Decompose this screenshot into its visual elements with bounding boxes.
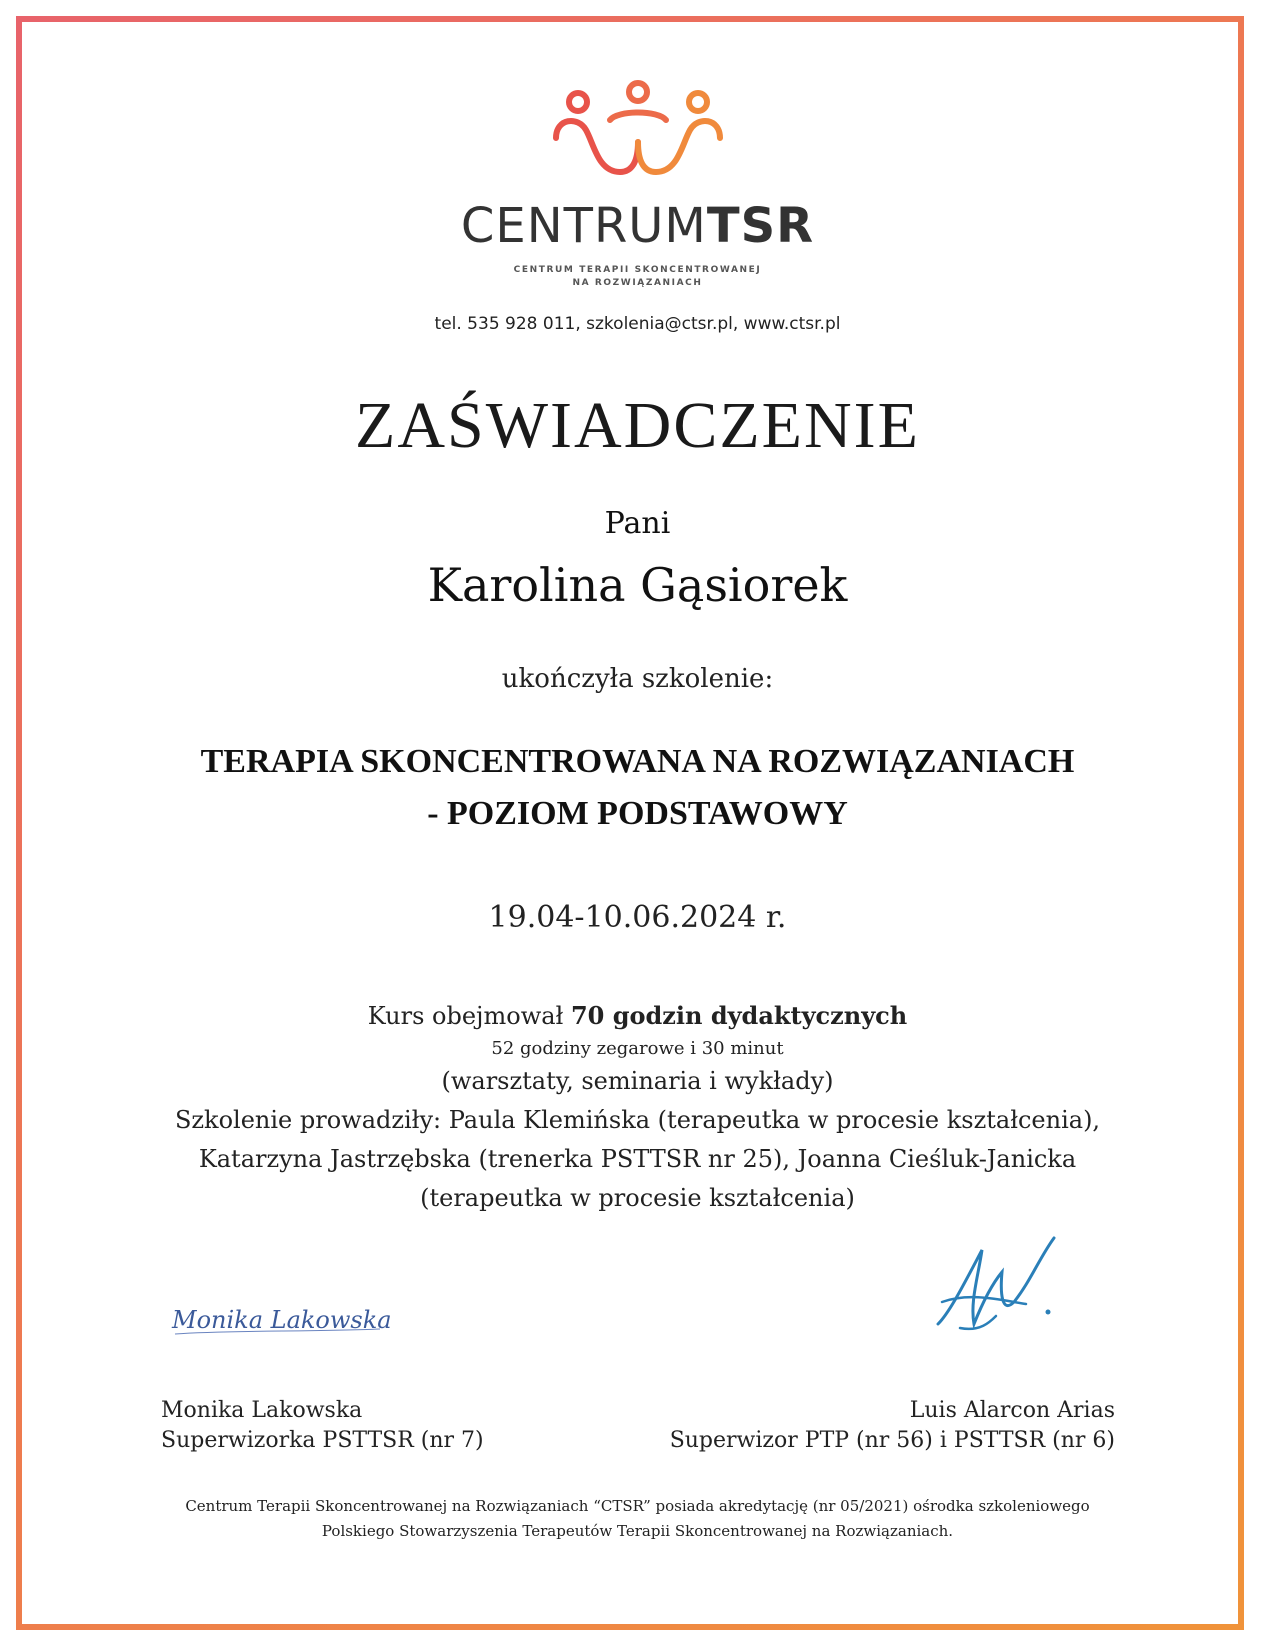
course-dates: 19.04-10.06.2024 r. xyxy=(488,900,787,935)
svg-text:Monika Lakowska: Monika Lakowska xyxy=(172,1306,390,1334)
signer-right-name: Luis Alarcon Arias xyxy=(909,1398,1115,1423)
accreditation-footer: Centrum Terapii Skoncentrowanej na Rozwiązaniach “CTSR” posiada akredytację (nr 05/2021) ośrodka szkoleniowego Polskiego Stowarzyszenia Terapeutów Terapii Skoncentrowanej na Rozwiązaniach. xyxy=(185,1497,1090,1540)
brand-name: CENTRUMTSR xyxy=(460,198,815,254)
course-format: (warsztaty, seminaria i wykłady) xyxy=(441,1067,834,1095)
signer-right-role: Superwizor PTP (nr 56) i PSTTSR (nr 6) xyxy=(669,1428,1115,1453)
signer-right xyxy=(670,1396,1115,1456)
clock-hours: 52 godziny zegarowe i 30 minut xyxy=(491,1038,784,1059)
document-title: ZAŚWIADCZENIE xyxy=(355,389,920,462)
contact-info: tel. 535 928 011, szkolenia@ctsr.pl, www.ctsr.pl xyxy=(434,314,841,334)
ctsr-logo xyxy=(0,80,1275,290)
brand-subtitle: CENTRUM TERAPII SKONCENTROWANEJ NA ROZWIĄZANIACH xyxy=(513,265,762,288)
course-details xyxy=(0,996,1275,1218)
signature-right xyxy=(930,1232,1080,1346)
signer-left xyxy=(161,1396,484,1456)
completed-text: ukończyła szkolenie: xyxy=(501,664,774,694)
course-title: TERAPIA SKONCENTROWANA NA ROZWIĄZANIACH - POZIOM PODSTAWOWY xyxy=(200,743,1075,832)
trainers-line-1: Szkolenie prowadziły: Paula Klemińska (terapeutka w procesie kształcenia), xyxy=(174,1106,1101,1134)
salutation: Pani xyxy=(604,506,671,541)
trainers-line-3: (terapeutka w procesie kształcenia) xyxy=(420,1184,855,1212)
hours-line: Kurs obejmował 70 godzin dydaktycznych xyxy=(367,1001,908,1030)
people-logo-icon xyxy=(548,80,728,180)
signer-left-role: Superwizorka PSTTSR (nr 7) xyxy=(161,1428,484,1453)
trainers-line-2: Katarzyna Jastrzębska (trenerka PSTTSR nr 25), Joanna Cieśluk-Janicka xyxy=(198,1145,1077,1173)
signature-left xyxy=(170,1300,390,1344)
signer-left-name: Monika Lakowska xyxy=(161,1398,363,1423)
recipient-name: Karolina Gąsiorek xyxy=(427,558,848,612)
